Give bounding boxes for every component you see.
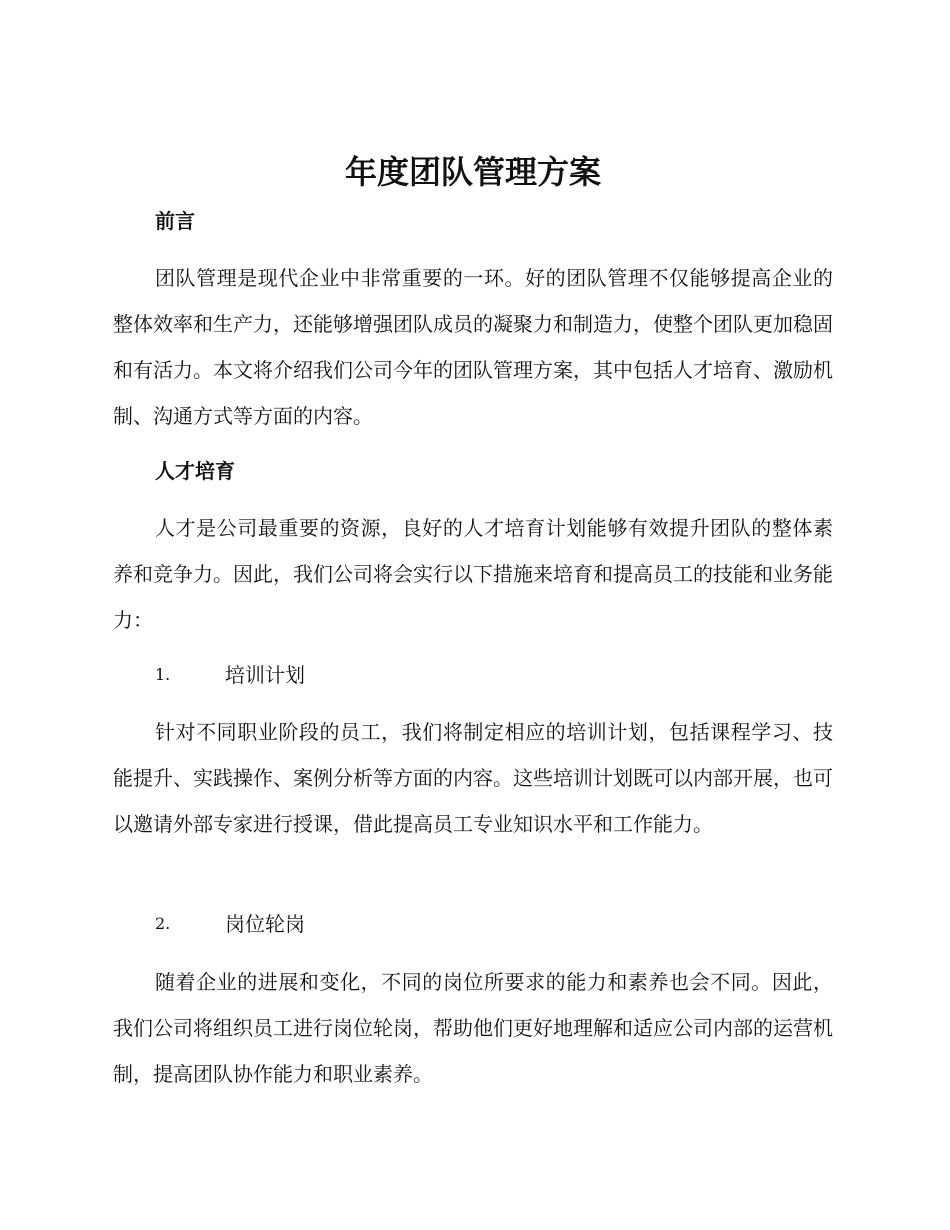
- list-item-rotation: [155, 910, 305, 938]
- document-title: 年度团队管理方案: [344, 153, 601, 191]
- section-heading-preface: 前言: [155, 209, 195, 233]
- talent-intro-paragraph: 人才是公司最重要的资源，良好的人才培育计划能够有效提升团队的整体素养和竞争力。因此，我们公司将会实行以下措施来培育和提高员工的技能和业务能力：: [113, 516, 833, 632]
- list-label: 岗位轮岗: [225, 912, 305, 936]
- list-number: 1.: [155, 665, 171, 684]
- list-label: 培训计划: [225, 663, 305, 687]
- list-number: 2.: [155, 914, 171, 933]
- rotation-paragraph: 随着企业的进展和变化，不同的岗位所要求的能力和素养也会不同。因此，我们公司将组织员工进行岗位轮岗，帮助他们更好地理解和适应公司内部的运营机制，提高团队协作能力和职业素养。: [113, 970, 833, 1086]
- list-item-training: [155, 661, 305, 689]
- training-paragraph: 针对不同职业阶段的员工，我们将制定相应的培训计划，包括课程学习、技能提升、实践操作、案例分析等方面的内容。这些培训计划既可以内部开展，也可以邀请外部专家进行授课，借此提高员工专业知识水平和工作能力。: [113, 720, 833, 836]
- preface-paragraph: 团队管理是现代企业中非常重要的一环。好的团队管理不仅能够提高企业的整体效率和生产力，还能够增强团队成员的凝聚力和制造力，使整个团队更加稳固和有活力。本文将介绍我们公司今年的团队管理方案，其中包括人才培育、激励机制、沟通方式等方面的内容。: [113, 266, 833, 428]
- section-heading-talent: 人才培育: [155, 459, 235, 483]
